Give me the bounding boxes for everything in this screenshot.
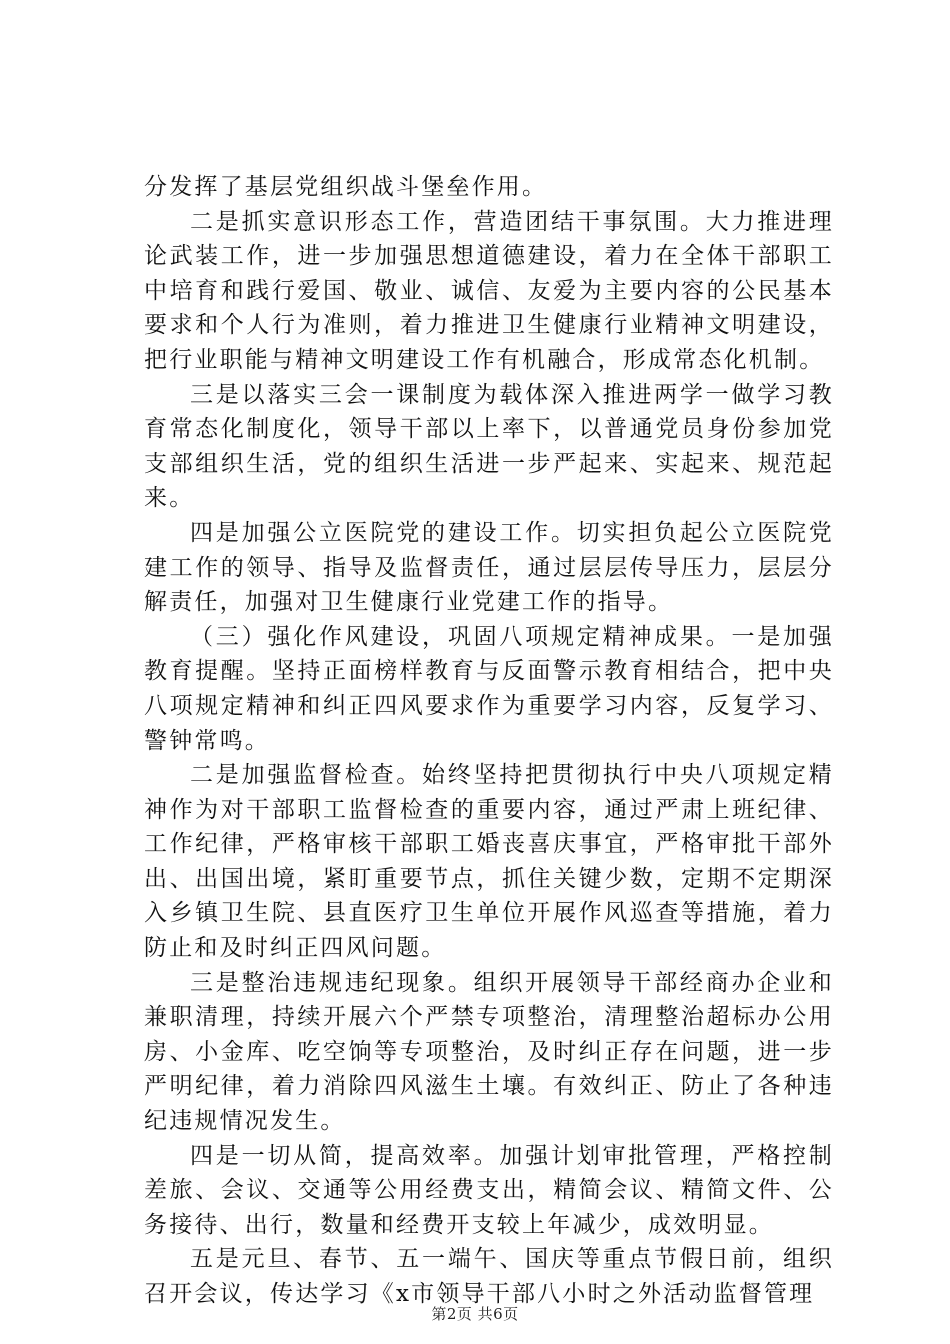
paragraph-rectification: 三是整治违规违纪现象。组织开展领导干部经商办企业和兼职清理，持续开展六个严禁专项整治，清理整治超标办公用房、小金库、吃空饷等专项整治，及时纠正存在问题，进一步严明纪律，着力消除四风滋生土壤。有效纠正、防止了各种违纪违规情况发生。: [144, 969, 834, 1135]
paragraph-continuation: 分发挥了基层党组织战斗堡垒作用。: [144, 174, 548, 200]
paragraph-ideology-work: 二是抓实意识形态工作，营造团结干事氛围。大力推进理论武装工作，进一步加强思想道德建设，着力在全体干部职工中培育和践行爱国、敬业、诚信、友爱为主要内容的公民基本要求和个人行为准则，着力推进卫生健康行业精神文明建设，把行业职能与精神文明建设工作有机融合，形成常态化机制。: [144, 208, 834, 373]
page-footer: 第2页 共6页: [431, 1305, 519, 1323]
document-body: [144, 170, 834, 1312]
paragraph-hospital-party-building: 四是加强公立医院党的建设工作。切实担负起公立医院党建工作的领导、指导及监督责任，通过层层传导压力，层层分解责任，加强对卫生健康行业党建工作的指导。: [144, 519, 834, 616]
paragraph-three-meetings: 三是以落实三会一课制度为载体深入推进两学一做学习教育常态化制度化，领导干部以上率下，以普通党员身份参加党支部组织生活，党的组织生活进一步严起来、实起来、规范起来。: [144, 381, 834, 512]
paragraph-work-style: （三）强化作风建设，巩固八项规定精神成果。一是加强教育提醒。坚持正面榜样教育与反面警示教育相结合，把中央八项规定精神和纠正四风要求作为重要学习内容，反复学习、警钟常鸣。: [144, 623, 834, 754]
paragraph-supervision: 二是加强监督检查。始终坚持把贯彻执行中央八项规定精神作为对干部职工监督检查的重要内容，通过严肃上班纪律、工作纪律，严格审核干部职工婚丧喜庆事宜，严格审批干部外出、出国出境，紧盯重要节点，抓住关键少数，定期不定期深入乡镇卫生院、县直医疗卫生单位开展作风巡查等措施，着力防止和及时纠正四风问题。: [144, 762, 834, 962]
paragraph-holidays: 五是元旦、春节、五一端午、国庆等重点节假日前，组织召开会议，传达学习《x市领导干部八小时之外活动监督管理: [144, 1246, 834, 1307]
paragraph-simplicity: 四是一切从简，提高效率。加强计划审批管理，严格控制差旅、会议、交通等公用经费支出，精简会议、精简文件、公务接待、出行，数量和经费开支较上年减少，成效明显。: [144, 1142, 834, 1238]
